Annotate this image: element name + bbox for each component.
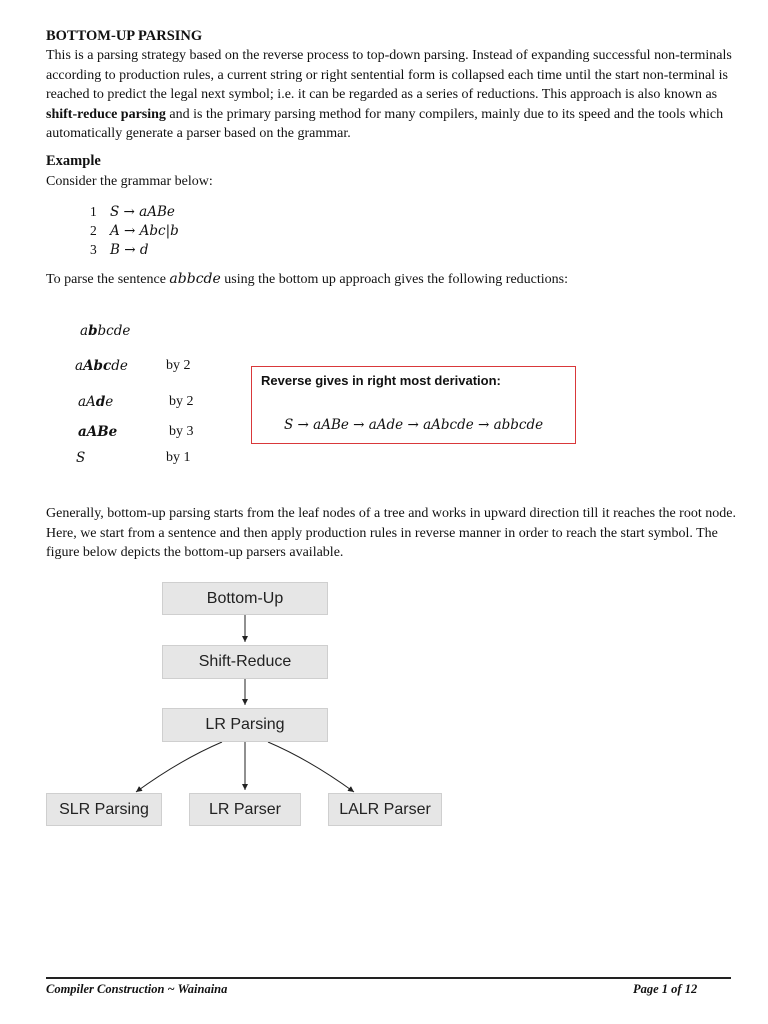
- node-slr-parsing: SLR Parsing: [46, 793, 162, 826]
- rule-text: A → Abc|b: [110, 223, 179, 239]
- node-lalr-parser: LALR Parser: [328, 793, 442, 826]
- footer-rule: [46, 977, 731, 979]
- arrow-lrparsing-slr: [136, 742, 222, 792]
- footer-page-number: Page 1 of 12: [633, 982, 698, 996]
- reduction-by: by 3: [169, 424, 194, 439]
- node-lr-parser: LR Parser: [189, 793, 301, 826]
- reduction-pre: a: [75, 358, 84, 374]
- reduction-by: by 2: [166, 358, 191, 373]
- rule-text: B → d: [110, 242, 149, 258]
- example-heading: Example: [46, 153, 101, 169]
- reduction-post: bcde: [97, 323, 131, 339]
- example-lead: Consider the grammar below:: [46, 174, 213, 189]
- reduction-handle: aABe: [78, 424, 118, 440]
- rule-number: 1: [90, 204, 97, 219]
- reduction-post: e: [105, 394, 114, 410]
- node-lr-parsing: LR Parsing: [162, 708, 328, 742]
- rule-text: S → aABe: [110, 204, 175, 220]
- reduction-handle: Abc: [83, 358, 112, 374]
- general-paragraph: Generally, bottom-up parsing starts from the leaf nodes of a tree and works in upward direction till it reaches the root node. Here, we start from a sentence and then apply production rules in reverse manner in order to reach the start symbol. The figure below depicts the bottom-up parsers available.: [46, 506, 736, 560]
- reduction-handle: b: [88, 323, 98, 339]
- reduction-by: by 2: [169, 394, 194, 409]
- reduction-handle: d: [95, 394, 106, 410]
- sentence-post: using the bottom up approach gives the following reductions:: [220, 272, 568, 287]
- node-shift-reduce: Shift-Reduce: [162, 645, 328, 679]
- box-title: Reverse gives in right most derivation:: [261, 373, 501, 388]
- box-derivation: S → aABe → aAde → aAbcde → abbcde: [284, 417, 544, 433]
- reduction-post: de: [111, 358, 128, 374]
- reduction-by: by 1: [166, 450, 191, 465]
- reduction-pre: a: [80, 323, 89, 339]
- intro-text-2: and is the primary parsing method for many compilers, mainly due to its speed and the tools which automatically generate a parser based on the grammar.: [46, 106, 724, 141]
- intro-text-1: This is a parsing strategy based on the reverse process to top-down parsing. Instead of expanding successful non-terminals according to production rules, a current string or right sentential form is collapsed each time until the start non-terminal is reached to predict the legal next symbol; i.e. it can be regarded as a series of reductions. This approach is also known as: [46, 48, 732, 102]
- reduction-pre: aA: [78, 394, 96, 410]
- intro-bold-term: shift-reduce parsing: [46, 106, 166, 122]
- reduction-pre: S: [76, 450, 86, 466]
- sentence-pre: To parse the sentence: [46, 272, 170, 287]
- rule-number: 2: [90, 223, 97, 238]
- node-bottom-up: Bottom-Up: [162, 582, 328, 615]
- rule-number: 3: [90, 242, 97, 257]
- page-title: BOTTOM-UP PARSING: [46, 28, 203, 44]
- footer-left: Compiler Construction ~ Wainaina: [46, 982, 228, 996]
- sentence-math: abbcde: [169, 271, 221, 287]
- arrow-lrparsing-lalr: [268, 742, 354, 792]
